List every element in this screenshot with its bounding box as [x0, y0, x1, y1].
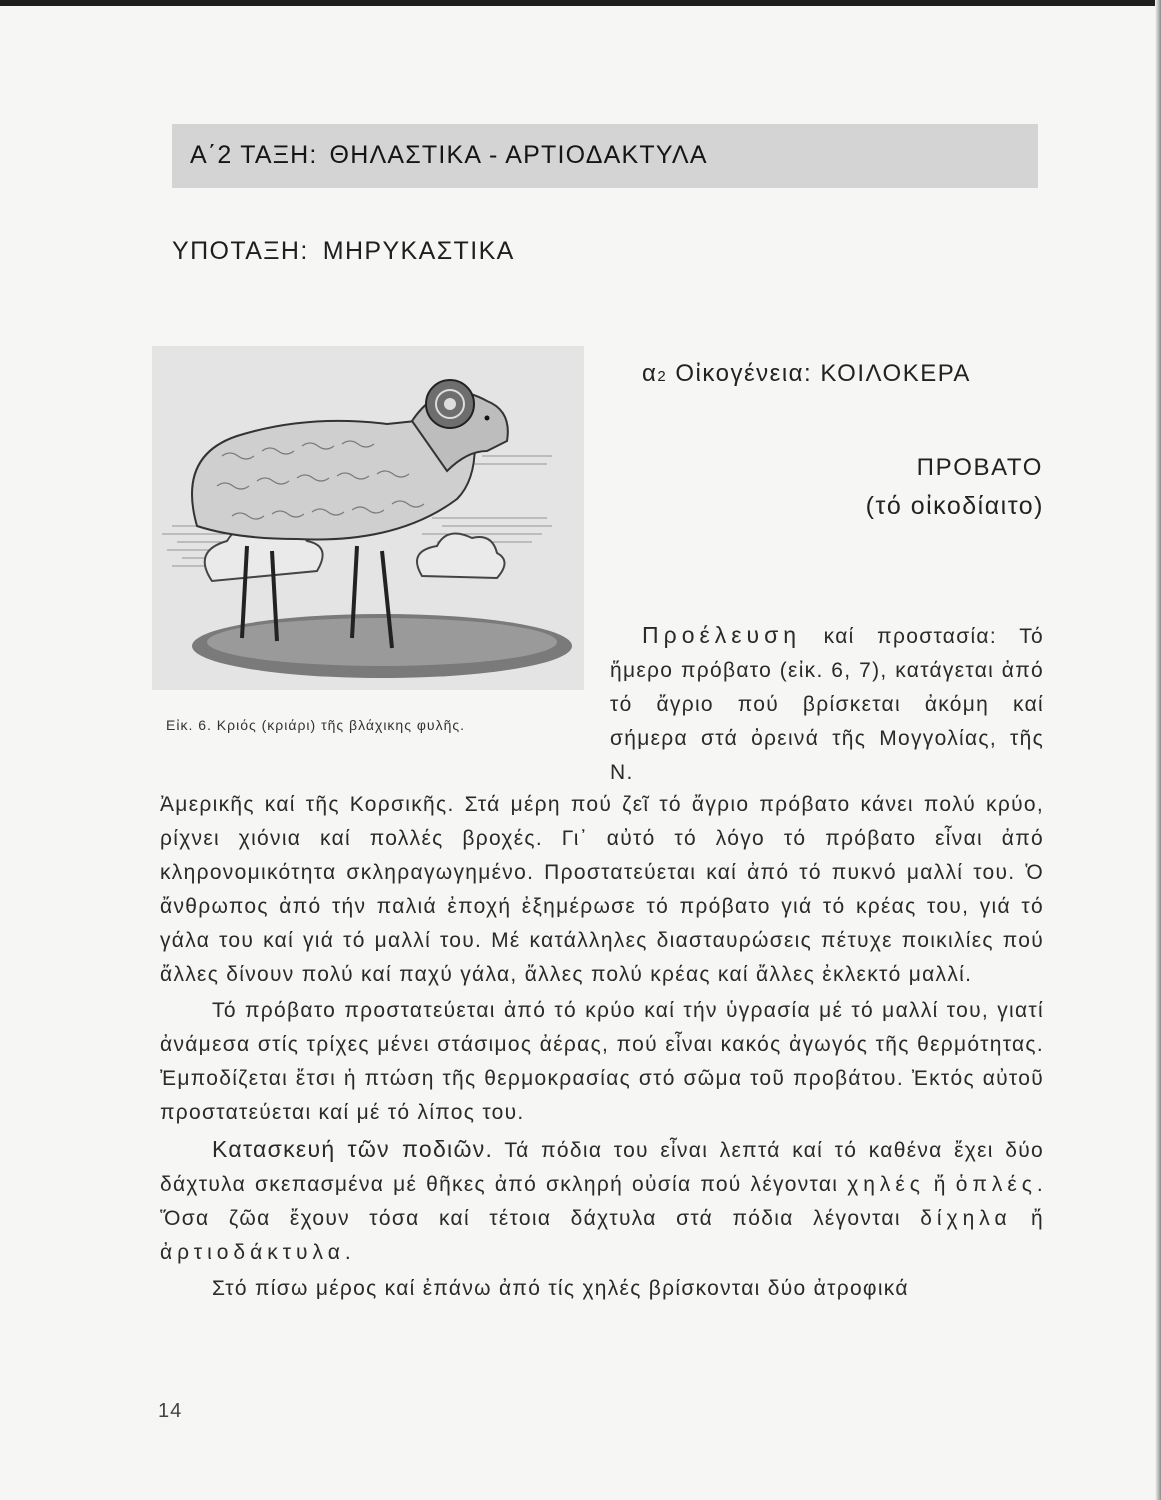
feet-text-c: . Ὅσα ζῶα ἔχουν τόσα καί τέτοια δάχτυλα στά πόδια λέγονται: [160, 1173, 1044, 1230]
last-paragraph: Στό πίσω μέρος καί ἐπάνω ἀπό τίς χηλές βρίσκονται δύο ἀτροφικά: [212, 1277, 909, 1300]
feet-text-b: ἤ: [924, 1173, 956, 1196]
origin-paragraph-continued: Ἀμερικῆς καί τῆς Κορσικῆς. Στά μέρη πού ζεῖ τό ἄγριο πρόβατο κάνει πολύ κρύο, ρίχνει χιόνια καί πολλές βροχές. Γι᾽ αὐτό τό λόγο τό πρόβατο εἶναι ἀπό κληρονομικότητα σκληραγωγημένο. Προστατεύεται καί ἀπό τό πυκνό μαλλί του. Ὁ ἄνθρωπος ἀπό τήν παλιά ἐποχή ἐξημέρωσε τό πρόβατο γιά τό κρέας του, γιά τό γάλα του καί γιά τό μαλλί του. Μέ κατάλληλες διασταυρώσεις πέτυχε ποικιλίες πού ἄλλες δίνουν πολύ καί παχύ γάλα, ἄλλες πολύ κρέας καί ἄλλες ἐκλεκτό μαλλί.: [160, 793, 1044, 986]
page-number: 14: [158, 1400, 183, 1422]
scan-right-edge: [1155, 0, 1161, 1500]
animal-name: ΠΡΟΒΑΤΟ: [916, 454, 1043, 481]
figure-caption: Εἰκ. 6. Κριός (κριάρι) τῆς βλάχικης φυλῆς.: [166, 717, 466, 733]
feet-paragraph: [160, 1132, 1044, 1270]
suborder-heading: [172, 237, 515, 266]
origin-lead: Προέλευση: [642, 622, 802, 648]
origin-text-right: καί προστασία: Τό ἥμερο πρόβατο (εἰκ. 6, 7), κατάγεται ἀπό τό ἄγριο πού βρίσκεται ἀκόμη καί σήμερα στά ὀρεινά τῆς Μογγολίας, τῆς Ν.: [610, 625, 1044, 784]
order-label: Α΄2 ΤΑΞΗ:: [190, 141, 318, 169]
ram-engraving-icon: [152, 346, 584, 690]
feet-text-d: ἤ: [1011, 1207, 1045, 1230]
animal-subtitle: (τό οἰκοδίαιτο): [865, 492, 1044, 520]
origin-paragraph-start: [610, 618, 1044, 790]
family-prefix: α: [642, 360, 658, 387]
scan-top-edge: [0, 0, 1161, 6]
order-heading: [190, 141, 708, 170]
feet-text-e: .: [344, 1241, 353, 1264]
feet-term-c: δίχηλα: [920, 1207, 1012, 1230]
feet-lead: Κατασκευή τῶν ποδιῶν.: [212, 1136, 494, 1162]
figure-ram: [152, 346, 584, 690]
family-prefix-subscript: 2: [657, 368, 668, 385]
protection-paragraph: Τό πρόβατο προστατεύεται ἀπό τό κρύο καί τήν ὑγρασία μέ τό μαλλί του, γιατί ἀνάμεσα στίς τρίχες μένει στάσιμος ἀέρας, πού εἶναι κακός ἀγωγός τῆς θερμότητας. Ἐμποδίζεται ἔτσι ἡ πτώση τῆς θερμοκρασίας στό σῶμα τοῦ προβάτου. Ἐκτός αὐτοῦ προστατεύεται καί μέ τό λίπος του.: [160, 999, 1044, 1124]
family-label: Οἰκογένεια:: [675, 360, 813, 387]
suborder-label: ΥΠΟΤΑΞΗ:: [172, 237, 309, 265]
main-text: [160, 788, 1044, 1308]
suborder-title: ΜΗΡΥΚΑΣΤΙΚΑ: [322, 237, 515, 265]
feet-term-d: ἀρτιοδάκτυλα: [160, 1241, 345, 1264]
family-heading: [642, 360, 971, 388]
feet-term-a: χηλές: [847, 1173, 925, 1196]
family-title: ΚΟΙΛΟΚΕΡΑ: [820, 360, 971, 387]
feet-term-b: ὁπλές: [955, 1173, 1037, 1196]
feet-text-a: Τά πόδια του εἶναι λεπτά καί τό καθένα ἔχει δύο δάχτυλα σκεπασμένα μέ θῆκες ἀπό σκληρή οὐσία πού λέγονται: [160, 1139, 1044, 1196]
order-title: ΘΗΛΑΣΤΙΚΑ - ΑΡΤΙΟΔΑΚΤΥΛΑ: [329, 141, 708, 169]
